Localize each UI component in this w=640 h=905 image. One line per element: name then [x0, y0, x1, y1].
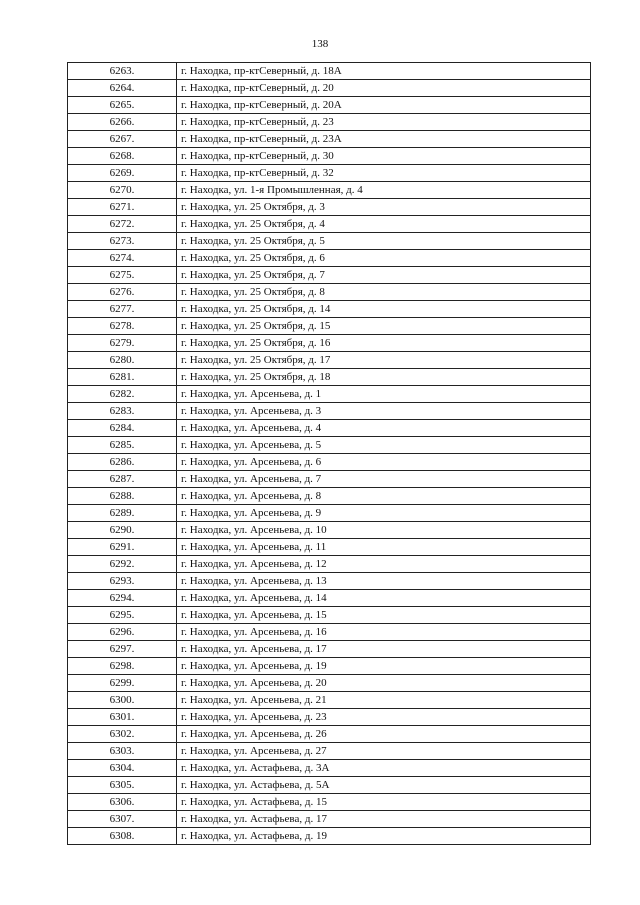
table-row	[68, 454, 591, 471]
row-number-cell: 6300.	[68, 692, 177, 709]
table-row	[68, 97, 591, 114]
table-row	[68, 267, 591, 284]
table-row	[68, 811, 591, 828]
row-number-cell: 6283.	[68, 403, 177, 420]
address-cell: г. Находка, пр-ктСеверный, д. 18А	[177, 63, 591, 80]
table-row	[68, 80, 591, 97]
address-cell: г. Находка, ул. Арсеньева, д. 20	[177, 675, 591, 692]
row-number-cell: 6286.	[68, 454, 177, 471]
row-number-cell: 6278.	[68, 318, 177, 335]
address-cell: г. Находка, ул. Арсеньева, д. 1	[177, 386, 591, 403]
table-row	[68, 165, 591, 182]
row-number-cell: 6276.	[68, 284, 177, 301]
table-row	[68, 607, 591, 624]
address-cell: г. Находка, ул. Арсеньева, д. 15	[177, 607, 591, 624]
address-cell: г. Находка, ул. Арсеньева, д. 7	[177, 471, 591, 488]
address-cell: г. Находка, ул. Арсеньева, д. 26	[177, 726, 591, 743]
row-number-cell: 6284.	[68, 420, 177, 437]
address-cell: г. Находка, пр-ктСеверный, д. 23	[177, 114, 591, 131]
table-row	[68, 471, 591, 488]
row-number-cell: 6265.	[68, 97, 177, 114]
address-cell: г. Находка, ул. 25 Октября, д. 8	[177, 284, 591, 301]
page-number: 138	[311, 38, 329, 50]
row-number-cell: 6266.	[68, 114, 177, 131]
row-number-cell: 6268.	[68, 148, 177, 165]
row-number-cell: 6263.	[68, 63, 177, 80]
row-number-cell: 6293.	[68, 573, 177, 590]
address-cell: г. Находка, ул. Астафьева, д. 5А	[177, 777, 591, 794]
table-row	[68, 369, 591, 386]
table-row	[68, 743, 591, 760]
address-cell: г. Находка, ул. Арсеньева, д. 14	[177, 590, 591, 607]
row-number-cell: 6302.	[68, 726, 177, 743]
table-row	[68, 335, 591, 352]
address-cell: г. Находка, ул. 25 Октября, д. 4	[177, 216, 591, 233]
table-row	[68, 641, 591, 658]
address-cell: г. Находка, ул. Арсеньева, д. 13	[177, 573, 591, 590]
address-cell: г. Находка, ул. Арсеньева, д. 8	[177, 488, 591, 505]
row-number-cell: 6301.	[68, 709, 177, 726]
address-cell: г. Находка, ул. Арсеньева, д. 17	[177, 641, 591, 658]
row-number-cell: 6295.	[68, 607, 177, 624]
table-row	[68, 539, 591, 556]
row-number-cell: 6287.	[68, 471, 177, 488]
table-row	[68, 182, 591, 199]
row-number-cell: 6303.	[68, 743, 177, 760]
table-row	[68, 216, 591, 233]
row-number-cell: 6291.	[68, 539, 177, 556]
row-number-cell: 6269.	[68, 165, 177, 182]
row-number-cell: 6298.	[68, 658, 177, 675]
row-number-cell: 6274.	[68, 250, 177, 267]
address-cell: г. Находка, ул. Арсеньева, д. 21	[177, 692, 591, 709]
table-row	[68, 488, 591, 505]
row-number-cell: 6279.	[68, 335, 177, 352]
table-row	[68, 420, 591, 437]
row-number-cell: 6297.	[68, 641, 177, 658]
address-cell: г. Находка, ул. Астафьева, д. 15	[177, 794, 591, 811]
table-row	[68, 590, 591, 607]
address-cell: г. Находка, ул. 25 Октября, д. 18	[177, 369, 591, 386]
table-row	[68, 624, 591, 641]
address-cell: г. Находка, ул. Астафьева, д. 19	[177, 828, 591, 845]
row-number-cell: 6267.	[68, 131, 177, 148]
table-row	[68, 284, 591, 301]
table-row	[68, 403, 591, 420]
table-row	[68, 675, 591, 692]
address-cell: г. Находка, ул. Арсеньева, д. 3	[177, 403, 591, 420]
table-row	[68, 522, 591, 539]
row-number-cell: 6290.	[68, 522, 177, 539]
table-row	[68, 233, 591, 250]
table-row	[68, 828, 591, 845]
address-cell: г. Находка, ул. Астафьева, д. 17	[177, 811, 591, 828]
row-number-cell: 6273.	[68, 233, 177, 250]
address-cell: г. Находка, ул. Арсеньева, д. 11	[177, 539, 591, 556]
row-number-cell: 6289.	[68, 505, 177, 522]
row-number-cell: 6288.	[68, 488, 177, 505]
table-row	[68, 794, 591, 811]
address-cell: г. Находка, пр-ктСеверный, д. 30	[177, 148, 591, 165]
table-row	[68, 777, 591, 794]
row-number-cell: 6271.	[68, 199, 177, 216]
row-number-cell: 6264.	[68, 80, 177, 97]
address-cell: г. Находка, ул. 25 Октября, д. 16	[177, 335, 591, 352]
table-row	[68, 726, 591, 743]
address-cell: г. Находка, ул. Арсеньева, д. 5	[177, 437, 591, 454]
table-row	[68, 114, 591, 131]
address-cell: г. Находка, ул. Арсеньева, д. 27	[177, 743, 591, 760]
address-cell: г. Находка, ул. Арсеньева, д. 4	[177, 420, 591, 437]
table-row	[68, 199, 591, 216]
table-row	[68, 131, 591, 148]
address-cell: г. Находка, ул. 25 Октября, д. 14	[177, 301, 591, 318]
table-row	[68, 318, 591, 335]
row-number-cell: 6294.	[68, 590, 177, 607]
address-cell: г. Находка, пр-ктСеверный, д. 20	[177, 80, 591, 97]
address-cell: г. Находка, ул. 25 Октября, д. 7	[177, 267, 591, 284]
address-cell: г. Находка, пр-ктСеверный, д. 32	[177, 165, 591, 182]
row-number-cell: 6296.	[68, 624, 177, 641]
table-row	[68, 250, 591, 267]
row-number-cell: 6272.	[68, 216, 177, 233]
table-row	[68, 505, 591, 522]
row-number-cell: 6308.	[68, 828, 177, 845]
address-cell: г. Находка, пр-ктСеверный, д. 23А	[177, 131, 591, 148]
table-row	[68, 386, 591, 403]
address-cell: г. Находка, ул. Арсеньева, д. 23	[177, 709, 591, 726]
table-row	[68, 352, 591, 369]
row-number-cell: 6282.	[68, 386, 177, 403]
table-row	[68, 63, 591, 80]
row-number-cell: 6304.	[68, 760, 177, 777]
table-row	[68, 556, 591, 573]
address-cell: г. Находка, ул. Арсеньева, д. 9	[177, 505, 591, 522]
address-cell: г. Находка, ул. 25 Октября, д. 17	[177, 352, 591, 369]
address-cell: г. Находка, ул. 25 Октября, д. 15	[177, 318, 591, 335]
address-cell: г. Находка, ул. Астафьева, д. 3А	[177, 760, 591, 777]
row-number-cell: 6292.	[68, 556, 177, 573]
address-cell: г. Находка, ул. 1-я Промышленная, д. 4	[177, 182, 591, 199]
table-row	[68, 148, 591, 165]
row-number-cell: 6299.	[68, 675, 177, 692]
address-table-body	[68, 63, 591, 845]
address-cell: г. Находка, ул. Арсеньева, д. 16	[177, 624, 591, 641]
row-number-cell: 6285.	[68, 437, 177, 454]
row-number-cell: 6277.	[68, 301, 177, 318]
address-cell: г. Находка, ул. 25 Октября, д. 6	[177, 250, 591, 267]
address-cell: г. Находка, ул. Арсеньева, д. 19	[177, 658, 591, 675]
address-cell: г. Находка, пр-ктСеверный, д. 20А	[177, 97, 591, 114]
row-number-cell: 6280.	[68, 352, 177, 369]
address-table	[67, 62, 591, 845]
table-row	[68, 573, 591, 590]
address-cell: г. Находка, ул. Арсеньева, д. 10	[177, 522, 591, 539]
row-number-cell: 6281.	[68, 369, 177, 386]
table-row	[68, 692, 591, 709]
address-cell: г. Находка, ул. 25 Октября, д. 3	[177, 199, 591, 216]
table-row	[68, 301, 591, 318]
address-cell: г. Находка, ул. 25 Октября, д. 5	[177, 233, 591, 250]
table-row	[68, 437, 591, 454]
row-number-cell: 6270.	[68, 182, 177, 199]
row-number-cell: 6275.	[68, 267, 177, 284]
table-row	[68, 709, 591, 726]
address-cell: г. Находка, ул. Арсеньева, д. 12	[177, 556, 591, 573]
table-row	[68, 760, 591, 777]
table-row	[68, 658, 591, 675]
row-number-cell: 6306.	[68, 794, 177, 811]
row-number-cell: 6307.	[68, 811, 177, 828]
row-number-cell: 6305.	[68, 777, 177, 794]
address-cell: г. Находка, ул. Арсеньева, д. 6	[177, 454, 591, 471]
